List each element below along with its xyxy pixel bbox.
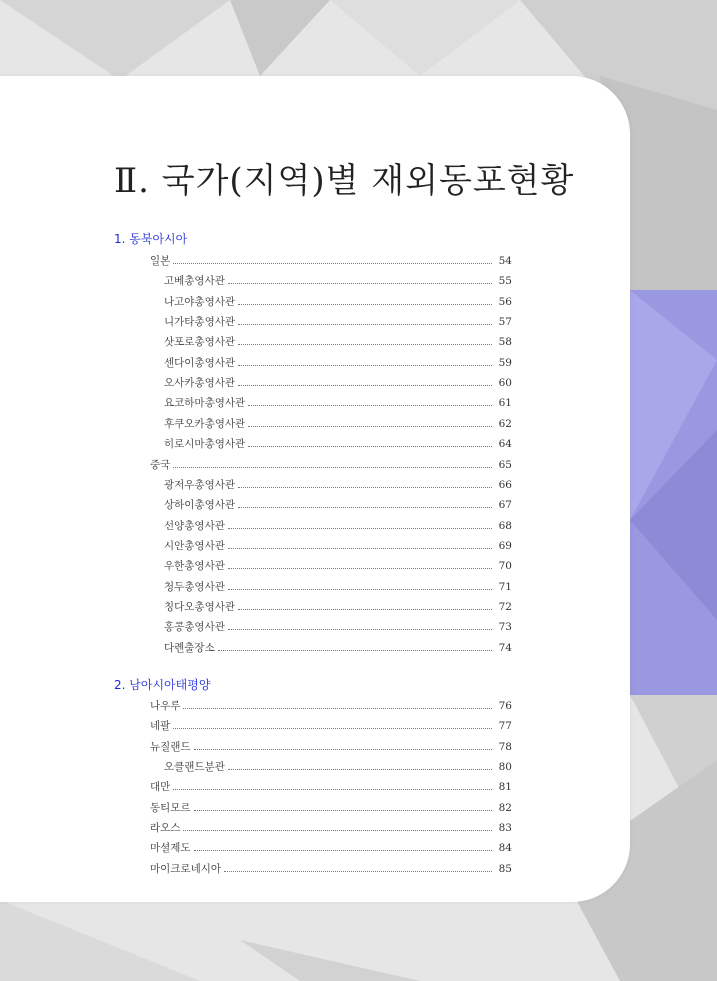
toc-leader-dots	[228, 283, 492, 284]
toc-leader-dots	[173, 467, 492, 468]
toc-leader-dots	[228, 629, 492, 630]
toc-entry-page: 77	[498, 720, 512, 733]
toc-leader-dots	[238, 385, 492, 386]
toc-entry[interactable]	[150, 819, 512, 835]
toc-entry-page: 66	[498, 478, 512, 491]
toc-entry-label: 동티모르	[150, 801, 191, 814]
toc-entry-label: 대만	[150, 781, 171, 794]
toc-leader-dots	[194, 850, 492, 851]
toc-entry-label: 일본	[150, 255, 171, 267]
toc-leader-dots	[248, 426, 492, 427]
toc-entry-page: 67	[498, 499, 512, 512]
toc-entry[interactable]	[164, 272, 512, 288]
toc-entry-page: 81	[498, 781, 512, 794]
toc-leader-dots	[228, 548, 492, 549]
toc-leader-dots	[218, 650, 492, 651]
toc-leader-dots	[183, 830, 492, 831]
toc-entry-page: 54	[498, 255, 512, 267]
toc-entry[interactable]	[164, 557, 512, 573]
toc-entry-label: 나우루	[150, 700, 181, 712]
toc-entry-label: 라오스	[150, 822, 181, 835]
toc-entry[interactable]	[164, 496, 512, 512]
toc-entry-page: 72	[498, 600, 512, 613]
toc-entry-label: 삿포로총영사관	[164, 336, 236, 349]
toc-entry-page: 60	[498, 377, 512, 390]
toc-entry[interactable]	[150, 778, 512, 794]
toc-entry[interactable]	[164, 639, 512, 655]
toc-entry[interactable]	[164, 415, 512, 431]
toc-entry-label: 오사카총영사관	[164, 377, 236, 390]
toc-leader-dots	[173, 728, 492, 729]
toc-entry-page: 73	[498, 621, 512, 634]
toc-entry-label: 시안총영사관	[164, 539, 225, 552]
toc-entry-page: 84	[498, 842, 512, 855]
toc-leader-dots	[238, 365, 492, 366]
section-heading: 2. 남아시아태평양	[114, 678, 211, 692]
toc-entry-page: 83	[498, 822, 512, 835]
toc-entry[interactable]	[164, 435, 512, 451]
toc-entry[interactable]	[164, 354, 512, 370]
toc-leader-dots	[238, 609, 492, 610]
toc-entry-page: 58	[498, 336, 512, 349]
toc-entry-page: 64	[498, 438, 512, 451]
toc-entry-label: 나고야총영사관	[164, 295, 236, 308]
toc-entry-label: 상하이총영사관	[164, 499, 236, 512]
toc-entry-label: 히로시마총영사관	[164, 438, 246, 451]
toc-entry-page: 69	[498, 539, 512, 552]
toc-entry[interactable]	[164, 758, 512, 774]
page-title: Ⅱ. 국가(지역)별 재외동포현황	[114, 161, 575, 201]
section-heading: 1. 동북아시아	[114, 232, 188, 246]
toc-entry[interactable]	[150, 799, 512, 815]
toc-entry[interactable]	[164, 598, 512, 614]
toc-entry-page: 85	[498, 862, 512, 875]
toc-entry-label: 칭다오총영사관	[164, 600, 236, 613]
toc-leader-dots	[228, 528, 492, 529]
toc-leader-dots	[228, 769, 492, 770]
toc-entry[interactable]	[150, 738, 512, 754]
toc-entry-page: 56	[498, 295, 512, 308]
toc-leader-dots	[194, 749, 492, 750]
toc-entry[interactable]	[150, 697, 512, 713]
toc-entry-label: 중국	[150, 458, 171, 471]
toc-leader-dots	[173, 263, 492, 264]
toc-entry-label: 니가타총영사관	[164, 316, 236, 329]
toc-entry-label: 우한총영사관	[164, 560, 225, 573]
toc-entry[interactable]	[164, 313, 512, 329]
toc-entry-page: 55	[498, 275, 512, 288]
toc-entry-label: 선양총영사관	[164, 519, 225, 532]
toc-leader-dots	[238, 304, 492, 305]
toc-entry-page: 70	[498, 560, 512, 573]
toc-leader-dots	[228, 568, 492, 569]
toc-entry-page: 57	[498, 316, 512, 329]
toc-entry-page: 62	[498, 417, 512, 430]
toc-entry[interactable]	[164, 476, 512, 492]
toc-entry[interactable]	[164, 618, 512, 634]
toc-entry-page: 71	[498, 580, 512, 593]
toc-entry-label: 고베총영사관	[164, 275, 225, 288]
toc-entry[interactable]	[150, 252, 512, 268]
toc-leader-dots	[173, 789, 492, 790]
toc-entry-label: 마셜제도	[150, 842, 191, 855]
toc-entry-page: 68	[498, 519, 512, 532]
toc-entry-label: 센다이총영사관	[164, 356, 236, 369]
toc-entry-page: 82	[498, 801, 512, 814]
toc-entry-page: 61	[498, 397, 512, 410]
toc-leader-dots	[194, 810, 492, 811]
toc-entry-label: 청두총영사관	[164, 580, 225, 593]
toc-entry[interactable]	[150, 839, 512, 855]
toc-entry[interactable]	[150, 860, 512, 876]
toc-leader-dots	[183, 708, 492, 709]
toc-entry[interactable]	[164, 293, 512, 309]
toc-entry-label: 뉴질랜드	[150, 740, 191, 753]
toc-leader-dots	[248, 446, 492, 447]
toc-entry-label: 다롄출장소	[164, 641, 215, 654]
toc-entry-label: 네팔	[150, 720, 171, 733]
toc-entry-page: 76	[498, 700, 512, 712]
toc-entry-page: 80	[498, 761, 512, 774]
toc-entry[interactable]	[164, 394, 512, 410]
toc-entry-page: 65	[498, 458, 512, 471]
toc-entry-page: 59	[498, 356, 512, 369]
toc-entry-label: 후쿠오카총영사관	[164, 417, 246, 430]
toc-entry[interactable]	[150, 717, 512, 733]
toc-entry-label: 요코하마총영사관	[164, 397, 246, 410]
toc-leader-dots	[238, 324, 492, 325]
toc-leader-dots	[248, 405, 492, 406]
toc-entry[interactable]	[164, 374, 512, 390]
toc-leader-dots	[238, 344, 492, 345]
toc-entry[interactable]	[164, 537, 512, 553]
toc-entry-label: 홍콩총영사관	[164, 621, 225, 634]
toc-leader-dots	[228, 589, 492, 590]
toc-entry[interactable]	[164, 578, 512, 594]
toc-entry[interactable]	[164, 333, 512, 349]
toc-entry-page: 78	[498, 740, 512, 753]
toc-entry-page: 74	[498, 641, 512, 654]
toc-leader-dots	[238, 507, 492, 508]
toc-entry-label: 마이크로네시아	[150, 862, 222, 875]
toc-leader-dots	[224, 871, 492, 872]
toc-entry[interactable]	[164, 517, 512, 533]
toc-entry-label: 오클랜드분관	[164, 761, 225, 774]
toc-entry-label: 광저우총영사관	[164, 478, 236, 491]
toc-entry[interactable]	[150, 456, 512, 472]
toc-leader-dots	[238, 487, 492, 488]
